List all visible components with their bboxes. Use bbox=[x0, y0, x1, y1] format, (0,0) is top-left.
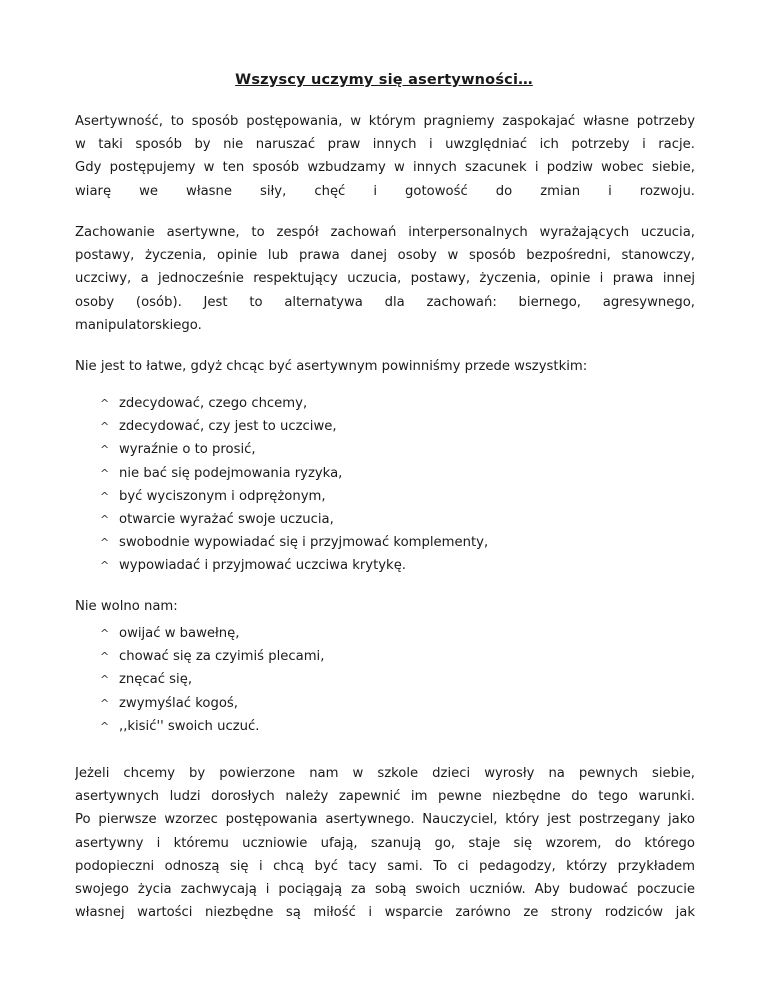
text-line: w taki sposób by nie naruszać praw innych i uwzględniać ich potrzeby i racje. bbox=[75, 137, 695, 153]
list-item bbox=[100, 554, 488, 577]
list-item bbox=[100, 622, 324, 645]
text-line: Asertywność, to sposób postępowania, w którym pragniemy zaspokajać własne potrzeby bbox=[75, 114, 695, 129]
list-item bbox=[100, 692, 324, 715]
arrowhead-up-icon: ^ bbox=[100, 512, 110, 526]
list-item bbox=[100, 715, 324, 738]
list-item-text: znęcać się, bbox=[119, 672, 193, 688]
list-item bbox=[100, 392, 488, 415]
arrowhead-up-icon: ^ bbox=[100, 696, 110, 710]
text-line: swojego życia zachwycają i pociągają za sobą swoich uczniów. Aby budować poczucie bbox=[75, 881, 695, 897]
arrowhead-up-icon: ^ bbox=[100, 420, 110, 434]
list-item bbox=[100, 462, 488, 485]
text-line: Jeżeli chcemy by powierzone nam w szkole dzieci wyrosły na pewnych siebie, bbox=[75, 766, 695, 781]
list-item-text: być wyciszonym i odprężonym, bbox=[119, 488, 326, 504]
list-item-text: zdecydować, czy jest to uczciwe, bbox=[119, 419, 337, 435]
text-line: osoby (osób). Jest to alternatywa dla zachowań: biernego, agresywnego, bbox=[75, 294, 695, 310]
arrowhead-up-icon: ^ bbox=[100, 466, 110, 480]
text-line: podopieczni odnoszą się i chcą być tacy sami. To ci pedagodzy, którzy przykładem bbox=[75, 858, 695, 874]
list-item-text: zwymyślać kogoś, bbox=[119, 695, 238, 711]
arrowhead-up-icon: ^ bbox=[100, 673, 110, 687]
text-line: Po pierwsze wzorzec postępowania asertywnego. Nauczyciel, który jest postrzegany jako bbox=[75, 812, 695, 828]
arrowhead-up-icon: ^ bbox=[100, 719, 110, 733]
text-line: manipulatorskiego. bbox=[75, 317, 202, 333]
text-line: własnej wartości niezbędne są miłość i wsparcie zarówno ze strony rodziców jak bbox=[75, 905, 695, 921]
list-item-text: swobodnie wypowiadać się i przyjmować komplementy, bbox=[119, 535, 489, 551]
forbidden-list bbox=[100, 622, 324, 738]
list-item-text: zdecydować, czego chcemy, bbox=[119, 396, 308, 411]
arrowhead-up-icon: ^ bbox=[100, 489, 110, 503]
list-item bbox=[100, 485, 488, 508]
list-item-text: ,,kisić'' swoich uczuć. bbox=[119, 718, 260, 734]
list-item bbox=[100, 645, 324, 668]
list-item-text: nie bać się podejmowania ryzyka, bbox=[119, 465, 343, 481]
list-item-text: otwarcie wyrażać swoje uczucia, bbox=[119, 511, 334, 527]
arrowhead-up-icon: ^ bbox=[100, 397, 110, 410]
paragraph-school-conditions bbox=[75, 762, 695, 924]
text-line: Gdy postępujemy w ten sposób wzbudzamy w innych szacunek i podziw wobec siebie, bbox=[75, 160, 695, 176]
arrowhead-up-icon: ^ bbox=[100, 443, 110, 457]
document-title: Wszyscy uczymy się asertywności… bbox=[235, 72, 533, 88]
text-line: wiarę we własne siły, chęć i gotowość do zmian i rozwoju. bbox=[75, 183, 695, 199]
paragraph-assertiveness-definition bbox=[75, 110, 695, 203]
text-line: Zachowanie asertywne, to zespół zachowań interpersonalnych wyrażających uczucia, bbox=[75, 225, 695, 240]
list-item-text: owijać w bawełnę, bbox=[119, 626, 240, 641]
arrowhead-up-icon: ^ bbox=[100, 650, 110, 664]
arrowhead-up-icon: ^ bbox=[100, 536, 110, 550]
text-line: uczciwy, a jednocześnie respektujący uczucia, postawy, życzenia, opinie i prawa innej bbox=[75, 271, 695, 287]
list-item-text: wypowiadać i przyjmować uczciwa krytykę. bbox=[119, 558, 407, 574]
list-intro-forbidden: Nie wolno nam: bbox=[75, 599, 178, 614]
text-line: asertywny i któremu uczniowie ufają, szanują go, staje się wzorem, do którego bbox=[75, 835, 695, 851]
text-line: postawy, życzenia, opinie lub prawa danej osoby w sposób bezpośredni, stanowczy, bbox=[75, 248, 695, 264]
list-item bbox=[100, 415, 488, 438]
list-item bbox=[100, 438, 488, 461]
paragraph-assertive-behavior bbox=[75, 221, 695, 337]
list-item-text: wyraźnie o to prosić, bbox=[119, 442, 256, 458]
list-intro-should: Nie jest to łatwe, gdyż chcąc być asertywnym powinniśmy przede wszystkim: bbox=[75, 359, 588, 374]
list-item bbox=[100, 531, 488, 554]
list-item bbox=[100, 508, 488, 531]
should-list bbox=[100, 392, 488, 578]
text-line: asertywnych ludzi dorosłych należy zapewnić im pewne niezbędne do tego warunki. bbox=[75, 789, 695, 805]
list-item-text: chować się za czyimiś plecami, bbox=[119, 649, 325, 665]
list-item bbox=[100, 668, 324, 691]
arrowhead-up-icon: ^ bbox=[100, 559, 110, 573]
arrowhead-up-icon: ^ bbox=[100, 627, 110, 640]
